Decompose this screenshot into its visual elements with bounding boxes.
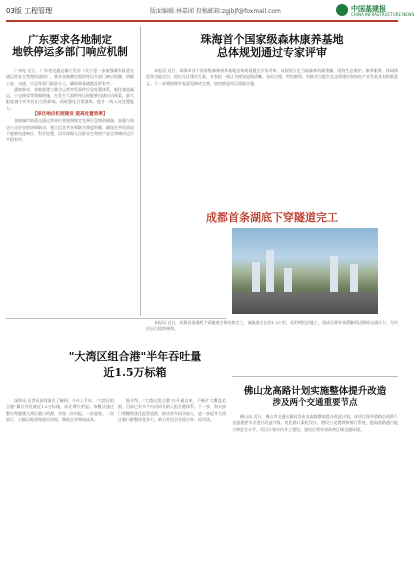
chengdu-title: 成都首条湖底下穿隧道完工 bbox=[206, 211, 338, 224]
foshan-title bbox=[232, 386, 398, 409]
tunnel-photo bbox=[232, 228, 378, 314]
page-header bbox=[0, 0, 414, 22]
chengdu-body bbox=[146, 320, 398, 380]
dawan-body-left bbox=[6, 398, 114, 556]
page-label: 03版 工程管理 bbox=[6, 7, 53, 15]
foshan-para: 佛山讯 近日，佛山市交通运输局发布龙高路整体提升改造计划。该项目将对道路沿线两个交通重要节点进行改造升级，优化路口渠化设计，增设公交港湾和慢行系统，提高道路通行能力和安全水平。项目计划年内开工建设，建成后将有效改善区域交通环境。 bbox=[232, 414, 398, 432]
divider bbox=[232, 376, 398, 377]
logo-subtitle: CHINA INFRASTRUCTURE NEWS bbox=[351, 12, 414, 17]
logo-emblem-icon bbox=[336, 4, 348, 16]
guangzhou-title-line1: 广东要求各地制定 bbox=[28, 34, 112, 46]
guangzhou-title bbox=[4, 34, 136, 58]
dawan-para2: 据介绍，"大湾区组合港"自开通以来，不断扩大覆盖范围，目前已有多个内河码头纳入组合港体系。下一步，海关部门将继续优化监管流程，推动更多码头加入，进一步提升大湾区港口群整体竞争力，助力外贸企业稳订单、拓市场。 bbox=[118, 398, 226, 422]
guangzhou-para2: 通知要求，各地要建立健全运营突发事件应急处置体系，细化客流疏运、公交接驳等保障措施，在发生大面积停运时能够迅速启动预案，最大限度减少对市民出行的影响。同时强化日常演练，提升一线人员处置能力。 bbox=[6, 86, 134, 111]
column-rule bbox=[140, 26, 141, 316]
guangzhou-para3: 各地城市轨道交通运营单位要按照规定完善应急物资储备，加强与周边公交企业的协调联动，建立信息共享和联合调度机制，确保在突发情况下能够快速响应、科学处置，切实保障人民群众生命财产安全和城市运行平稳有序。 bbox=[6, 118, 134, 143]
editor-line: 版面编辑:林嘉闻 投稿邮箱:zgjbjf@foxmail.com bbox=[150, 8, 281, 15]
guangzhou-para1: 广州电 近日，广东省交通运输厅发布《关于进一步加强城市轨道交通运营安全管理的通知》，要求各地制定地铁停运多部门响应机制，明确公安、交通、应急等部门职责分工，确保乘客疏散及时有序。 bbox=[6, 68, 134, 86]
chengdu-para: 本报讯 近日，成都首条湖底下穿隧道主体结构完工。该隧道全长约1.2公里，采用明挖法施工，建成后将有效缓解周边路网交通压力，为市民出行提供便利。 bbox=[146, 320, 398, 332]
foshan-body bbox=[232, 414, 398, 556]
header-rule bbox=[6, 20, 398, 22]
foshan-title-line1: 佛山龙高路计划实施整体提升改造 bbox=[243, 386, 387, 397]
foshan-title-line2: 涉及两个交通重要节点 bbox=[272, 397, 358, 408]
newspaper-logo bbox=[336, 2, 414, 18]
guangzhou-title-line2: 地铁停运多部门响应机制 bbox=[12, 46, 128, 59]
dawan-body-right bbox=[118, 398, 226, 556]
zhuhai-para: 本报讯 近日，珠海市首个国家级森林康养基地总体规划通过专家评审。该规划立足当地森林资源禀赋，围绕生态保护、康养服务、休闲体验等功能定位，提出分区建设方案，专家组一致认为规划思路清晰、布局合理、特色鲜明，对推动当地生态文明建设和绿色产业发展具有积极意义。下一步将按照专家意见修改完善，加快推进项目落地实施。 bbox=[146, 68, 398, 86]
logo-name: 中国基建报 bbox=[351, 5, 386, 13]
divider bbox=[6, 318, 226, 319]
zhuhai-title-line2: 总体规划通过专家评审 bbox=[217, 45, 327, 59]
zhuhai-body bbox=[146, 68, 398, 213]
dawan-title-line1: "大湾区组合港"半年吞吐量 bbox=[68, 350, 202, 363]
guangzhou-body bbox=[6, 68, 134, 308]
dawan-para1: 深圳讯 记者从深圳海关了解到，今年上半年，"大湾区组合港"累计吞吐量近1.5万标箱，同比增长明显。该模式通过整合粤港澳大湾区港口资源，实现一次申报、一次查验、一次放行，大幅压缩货物通关时间，降低企业物流成本。 bbox=[6, 398, 114, 422]
dawan-title-line2: 近1.5万标箱 bbox=[103, 366, 167, 379]
zhuhai-title bbox=[146, 34, 398, 59]
zhuhai-title-line1: 珠海首个国家级森林康养基地 bbox=[200, 33, 344, 46]
guangzhou-subhead: 【深化响应机制建设 提高处置效率】 bbox=[32, 112, 108, 118]
